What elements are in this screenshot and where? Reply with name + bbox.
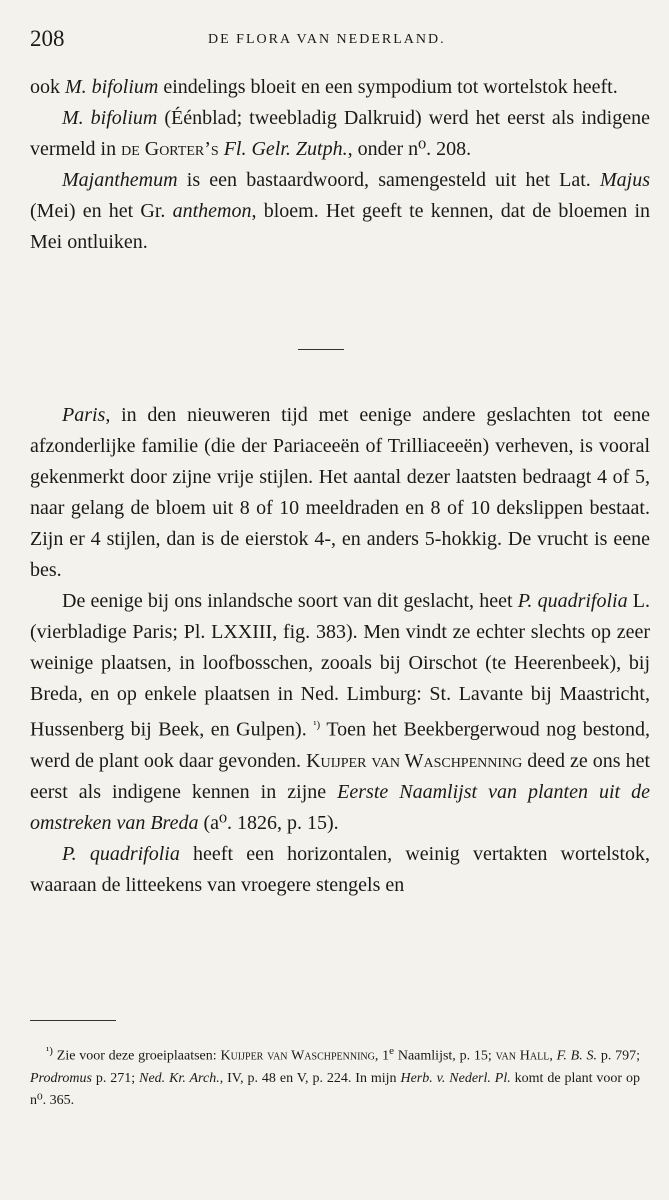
- running-title: DE FLORA VAN NEDERLAND.: [208, 32, 446, 47]
- section-majanthemum: [30, 72, 650, 258]
- paragraph: Majanthemum is een bastaardwoord, samengesteld uit het Lat. Majus (Mei) en het Gr. anthemon, bloem. Het geeft te kennen, dat de bloemen in Mei ontluiken.: [30, 169, 650, 253]
- paragraph: Paris, in den nieuweren tijd met eenige andere geslachten tot eene afzonderlijke familie (die der Pariaceeën of Trilliaceeën) verheven, is vooral gekenmerkt door zijne vrije stijlen. Het aantal dezer laatsten bedraagt 4 of 5, naar gelang de bloem uit 8 of 10 meeldraden en 8 of 10 dekslippen bestaat. Zijn er 4 stijlen, dan is de eierstok 4-, en anders 5-hokkig. De vrucht is eene bes.: [30, 404, 650, 581]
- footnote: $^{^1)}$ Zie voor deze groeiplaatsen: Kuijper van Waschpenning, 1e Naamlijst, p. 15; van Hall, F. B. S. p. 797; Prodromus p. 271; Ned. Kr. Arch., IV, p. 48 en V, p. 224. In mijn Herb. v. Nederl. Pl. komt de plant voor op n⁰. 365.: [30, 1045, 641, 1108]
- paragraph: P. quadrifolia heeft een horizontalen, weinig vertakten wortelstok, waaraan de litteekens van vroegere stengels en: [30, 842, 650, 896]
- paragraph: De eenige bij ons inlandsche soort van dit geslacht, heet P. quadrifolia L. (vierbladige Paris; Pl. LXXIII, fig. 383). Men vindt ze echter slechts op zeer weinige plaatsen, in loofbosschen, zooals bij Oirschot (te Heerenbeek), bij Breda, en op enkele plaatsen in Ned. Limburg: St. Lavante bij Maastricht, Hussenberg bij Beek, en Gulpen). $^{^1)}$ Toen het Beekbergerwoud nog bestond, werd de plant ook daar gevonden. Kuijper van Waschpenning deed ze ons het eerst als indigene kennen in zijne Eerste Naamlijst van planten uit de omstreken van Breda (a⁰. 1826, p. 15).: [30, 590, 651, 834]
- paragraph: ook M. bifolium eindelings bloeit en een sympodium tot wortelstok heeft.: [30, 76, 618, 98]
- page-number: 208: [30, 26, 65, 51]
- section-divider: [298, 349, 344, 350]
- footnote-mark: ¹): [46, 1045, 53, 1057]
- section-paris: [30, 400, 650, 901]
- paragraph: M. bifolium (Éénblad; tweebladig Dalkruid) werd het eerst als indigene vermeld in de Gorter’s Fl. Gelr. Zutph., onder n⁰. 208.: [30, 107, 650, 160]
- footnote-reference: ¹): [313, 719, 321, 731]
- footnote-rule: [30, 1020, 116, 1021]
- page-header: [30, 26, 650, 54]
